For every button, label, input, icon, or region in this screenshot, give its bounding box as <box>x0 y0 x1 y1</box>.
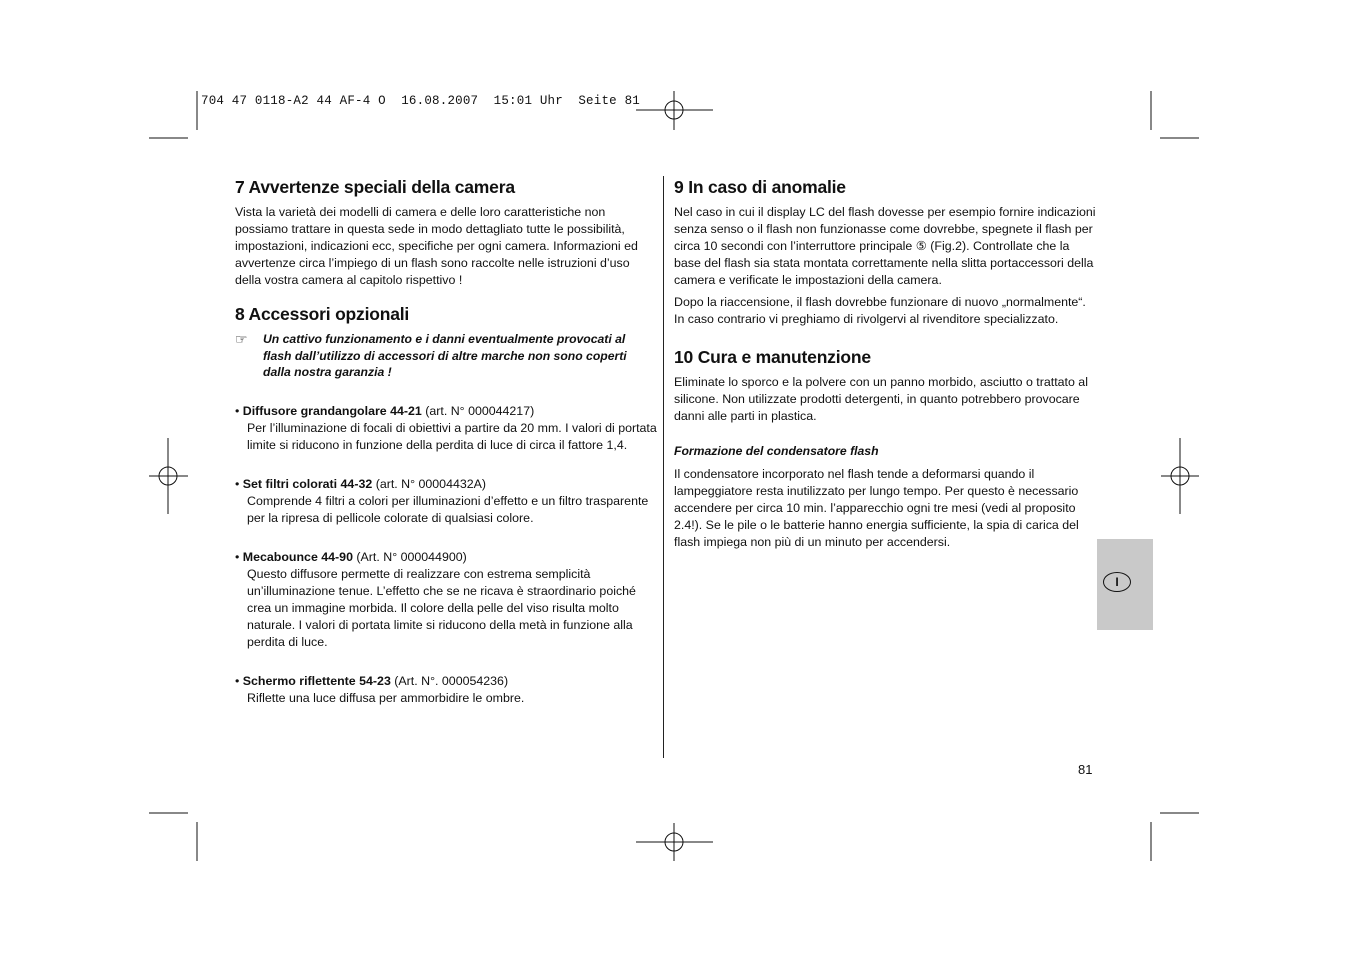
section-title: 7 Avvertenze speciali della camera <box>235 177 515 197</box>
pointing-hand-icon: ☞ <box>235 331 248 347</box>
accessory-name: Set filtri colorati 44-32 <box>242 476 373 491</box>
section-7 <box>235 176 657 289</box>
language-badge: I <box>1103 572 1131 592</box>
section-8 <box>235 303 657 707</box>
accessory-desc: Comprende 4 filtri a colori per illuminazioni d’effetto e un filtro trasparente per la ripresa di pellicole colorate di qualsiasi colore. <box>247 493 649 525</box>
accessory-desc: Questo diffusore permette di realizzare con estrema semplicità un’illuminazione tenue. L’effetto che se ne ricava è straordinario poiché crea un immagine morbida. Il colore della pelle del viso risulta molto naturale. I valori di portata limite si riducono della metà in funzione alla perdita di luce. <box>247 566 636 649</box>
accessory-desc: Per l’illuminazione di focali di obiettivi a partire da 20 mm. I valori di portata limite si riducono in funzione della perdita di luce di circa il fattore 1,4. <box>247 420 657 452</box>
column-divider <box>663 176 664 758</box>
accessory-ref: (Art. N° 000044900) <box>352 549 467 564</box>
accessory-item: • Set filtri colorati 44-32 (art. N° 00004432A) Comprende 4 filtri a colori per illuminazioni d’effetto e un filtro trasparente per la ripresa di pellicole colorate di qualsiasi colore. <box>235 476 657 527</box>
section-body: Vista la varietà dei modelli di camera e delle loro caratteristiche non possiamo trattare in questa sede in modo dettagliato tutte le possibilità, impostazioni, indicazioni ecc, specifiche per ogni camera. Informazioni ed avvertenze circa l’impiego di un flash sono raccolte nelle istruzioni d’uso della vostra camera al capitolo rispettivo ! <box>235 205 638 287</box>
registration-mark <box>149 438 188 514</box>
registration-mark <box>636 823 713 861</box>
section-body: Dopo la riaccensione, il flash dovrebbe funzionare di nuovo „normalmente“. In caso contrario vi preghiamo di rivolgervi al rivenditore specializzato. <box>674 295 1086 326</box>
accessory-item: • Schermo riflettente 54-23 (Art. N°. 000054236) Riflette una luce diffusa per ammorbidire le ombre. <box>235 673 657 707</box>
left-column <box>235 176 657 721</box>
section-body: Il condensatore incorporato nel flash tende a deformarsi quando il lampeggiatore resta inutilizzato per lungo tempo. Per questo è necessario accendere per circa 10 min. l’apparecchio ogni tre mesi (vedi al proposito 2.4!). Se le pile o le batterie hanno energia sufficiente, la spia di carica del flash impiega non più di un minuto per accendersi. <box>674 467 1079 549</box>
registration-mark <box>636 91 713 130</box>
registration-mark <box>1161 438 1199 514</box>
accessory-desc: Riflette una luce diffusa per ammorbidire le ombre. <box>247 690 525 705</box>
warning-note <box>235 331 657 381</box>
section-title: 9 In caso di anomalie <box>674 177 846 197</box>
accessory-name: Schermo riflettente 54-23 <box>242 673 391 688</box>
right-column <box>674 176 1096 565</box>
section-10 <box>674 346 1096 551</box>
accessory-item: • Mecabounce 44-90 (Art. N° 000044900) Questo diffusore permette di realizzare con estrema semplicità un’illuminazione tenue. L’effetto che se ne ricava è straordinario poiché crea un immagine morbida. Il colore della pelle del viso risulta molto naturale. I valori di portata limite si riducono della metà in funzione alla perdita di luce. <box>235 549 657 651</box>
note-text: Un cattivo funzionamento e i danni eventualmente provocati al flash dall’utilizzo di accessori di altre marche non sono coperti dalla nostra garanzia ! <box>263 332 627 379</box>
section-title: 10 Cura e manutenzione <box>674 347 871 367</box>
accessory-ref: (Art. N°. 000054236) <box>390 673 509 688</box>
page-number: 81 <box>1078 762 1093 777</box>
accessory-ref: (art. N° 000044217) <box>421 403 535 418</box>
accessory-ref: (art. N° 00004432A) <box>372 476 487 491</box>
print-slug: 704 47 0118-A2 44 AF-4 O 16.08.2007 15:01 Uhr Seite 81 <box>201 94 640 108</box>
accessory-name: Mecabounce 44-90 <box>242 549 353 564</box>
section-body: Nel caso in cui il display LC del flash dovesse per esempio fornire indicazioni senza senso o il flash non funzionasse come dovrebbe, spegnete il flash per circa 10 secondi con l’interruttore principale ⑤ (Fig.2). Controllate che la base del flash sia stata montata correttamente nella slitta portaccessori della camera e verificate le impostazioni della camera. <box>674 205 1096 287</box>
section-title: 8 Accessori opzionali <box>235 304 410 324</box>
accessory-item: • Diffusore grandangolare 44-21 (art. N° 000044217) Per l’illuminazione di focali di obiettivi a partire da 20 mm. I valori di portata limite si riducono in funzione della perdita di luce di circa il fattore 1,4. <box>235 403 657 452</box>
accessory-name: Diffusore grandangolare 44-21 <box>242 403 422 418</box>
subheading: Formazione del condensatore flash <box>674 444 879 458</box>
section-9 <box>674 176 1096 328</box>
section-body: Eliminate lo sporco e la polvere con un panno morbido, asciutto o trattato al silicone. Non utilizzate prodotti detergenti, in quanto potrebbero provocare danni alle parti in plastica. <box>674 375 1088 423</box>
